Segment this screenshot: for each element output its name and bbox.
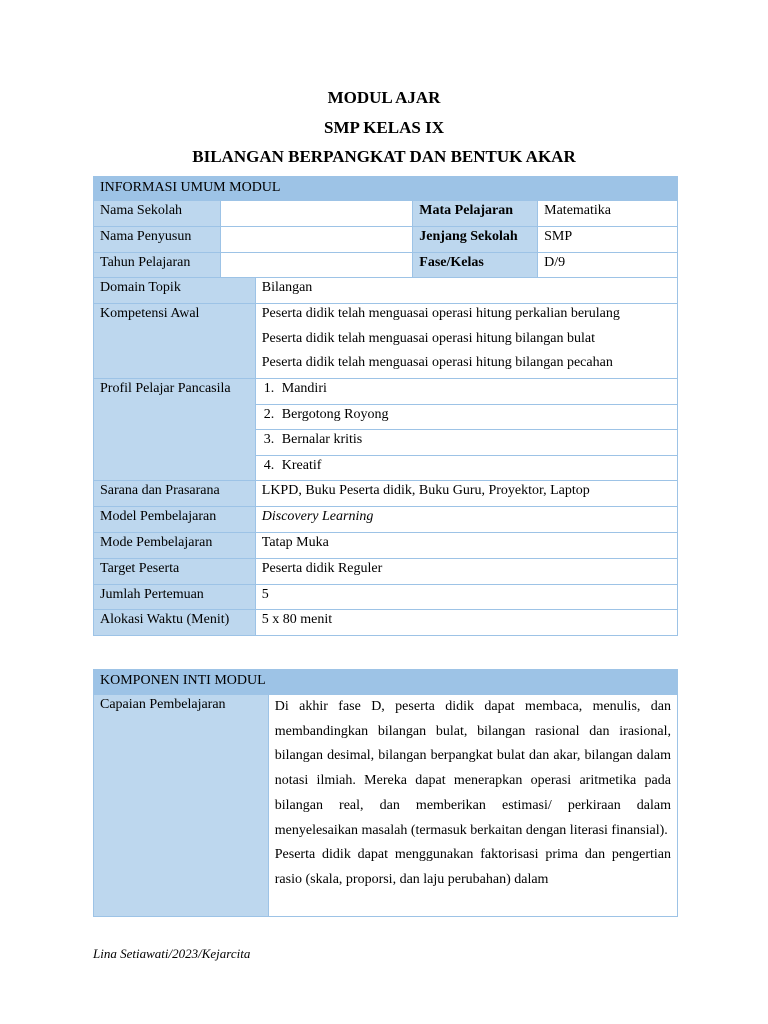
label-target-peserta: Target Peserta <box>94 558 256 584</box>
title-line-2: SMP KELAS IX <box>324 118 444 137</box>
info-table <box>93 176 678 636</box>
profil-item: 2. Bergotong Royong <box>256 404 677 430</box>
value-kompetensi-awal <box>255 304 677 379</box>
value-alokasi-waktu: 5 x 80 menit <box>255 610 677 636</box>
value-domain-topik: Bilangan <box>255 278 677 304</box>
profil-item: 4. Kreatif <box>256 455 677 481</box>
value-mode-pembelajaran: Tatap Muka <box>255 532 677 558</box>
label-mata-pelajaran: Mata Pelajaran <box>413 201 538 227</box>
capaian-paragraph: Peserta didik dapat menggunakan faktorisasi prima dan pengertian rasio (skala, proporsi, dan laju perubahan) dalam <box>274 847 671 887</box>
inti-table <box>93 669 678 917</box>
label-jenjang-sekolah: Jenjang Sekolah <box>413 226 538 252</box>
kompetensi-item: Peserta didik telah menguasai operasi hitung bilangan pecahan <box>261 355 613 371</box>
value-capaian <box>268 695 677 917</box>
value-model-pembelajaran: Discovery Learning <box>255 507 677 533</box>
profil-item: 3. Bernalar kritis <box>256 429 677 455</box>
label-fase-kelas: Fase/Kelas <box>413 252 538 278</box>
info-header: INFORMASI UMUM MODUL <box>94 177 678 201</box>
label-tahun-pelajaran: Tahun Pelajaran <box>94 252 221 278</box>
title-line-1: MODUL AJAR <box>327 88 441 107</box>
value-jumlah-pertemuan: 5 <box>255 584 677 610</box>
profil-item: 1. Mandiri <box>263 380 327 396</box>
label-capaian: Capaian Pembelajaran <box>94 695 269 917</box>
kompetensi-item: Peserta didik telah menguasai operasi hitung perkalian berulang <box>261 306 620 322</box>
label-jumlah-pertemuan: Jumlah Pertemuan <box>94 584 256 610</box>
label-kompetensi-awal: Kompetensi Awal <box>94 304 256 379</box>
footer-author: Lina Setiawati/2023/Kejarcita <box>93 946 251 961</box>
kompetensi-item: Peserta didik telah menguasai operasi hitung bilangan bulat <box>261 330 595 346</box>
label-mode-pembelajaran: Mode Pembelajaran <box>94 532 256 558</box>
value-nama-penyusun <box>220 226 412 252</box>
capaian-paragraph: Di akhir fase D, peserta didik dapat membaca, menulis, dan membandingkan bilangan bulat, bilangan rasional dan irasional, bilangan desimal, bilangan berpangkat bulat dan akar, bilangan dalam notasi ilmiah. Mereka dapat menerapkan operasi aritmetika pada bilangan real, dan memberikan estimasi/ perkiraan dalam menyelesaikan masalah (termasuk berkaitan dengan literasi finansial). <box>274 699 671 838</box>
value-target-peserta: Peserta didik Reguler <box>255 558 677 584</box>
label-alokasi-waktu: Alokasi Waktu (Menit) <box>94 610 256 636</box>
value-nama-sekolah <box>220 201 412 227</box>
value-mata-pelajaran: Matematika <box>538 201 678 227</box>
value-profil-pelajar <box>255 378 677 480</box>
inti-header: KOMPONEN INTI MODUL <box>94 670 678 695</box>
value-sarana: LKPD, Buku Peserta didik, Buku Guru, Proyektor, Laptop <box>255 481 677 507</box>
value-fase-kelas: D/9 <box>538 252 678 278</box>
label-sarana: Sarana dan Prasarana <box>94 481 256 507</box>
label-domain-topik: Domain Topik <box>94 278 256 304</box>
value-tahun-pelajaran <box>220 252 412 278</box>
label-model-pembelajaran: Model Pembelajaran <box>94 507 256 533</box>
label-nama-penyusun: Nama Penyusun <box>94 226 221 252</box>
title-line-3: BILANGAN BERPANGKAT DAN BENTUK AKAR <box>192 147 576 166</box>
label-profil-pelajar: Profil Pelajar Pancasila <box>94 378 256 480</box>
label-nama-sekolah: Nama Sekolah <box>94 201 221 227</box>
value-jenjang-sekolah: SMP <box>538 226 678 252</box>
